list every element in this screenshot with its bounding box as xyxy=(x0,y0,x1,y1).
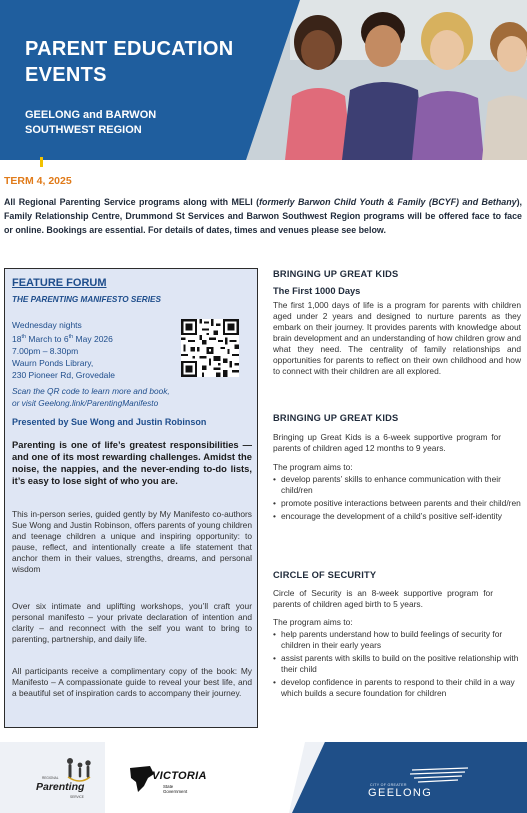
section-subheading-first-1000: The First 1000 Days xyxy=(273,286,361,296)
feature-paragraph-2: Over six intimate and uplifting workshops, you’ll craft your personal manifesto – your private declaration of intention and clarity – and reconnect with the self you want to bring to parenting, partnership, and daily life. xyxy=(12,601,252,644)
page-title xyxy=(25,36,275,88)
list-item: • promote positive interactions between parents and their child/ren xyxy=(273,498,521,509)
feature-paragraph-1: This in-person series, guided gently by My Manifesto co-authors Sue Wong and Justin Robinson, offers parents of young children and teenage children a unique and inspiring opportunity: to pause, reflect, and intentionally create a life statement that anchor them in their values, strengths, dreams, and personal wisdom xyxy=(12,509,252,574)
date-b-sup: th xyxy=(68,334,74,340)
event-venue: Waurn Ponds Library, xyxy=(12,357,94,368)
title-line-2: EVENTS xyxy=(25,64,107,86)
event-address: 230 Pioneer Rd, Grovedale xyxy=(12,369,116,380)
region-line-2: SOUTHWEST REGION xyxy=(25,124,142,136)
section-aims-bugk: The program aims to: xyxy=(273,462,353,472)
aims-list-bugk xyxy=(273,474,521,524)
feature-lead: Parenting is one of life’s greatest responsibilities — and one of its most rewarding challenges. Amidst the noise, the nappies, and the never-ending to-do lists, it’s easy to lose sight of who you are. xyxy=(12,439,252,486)
section-heading-bugk: BRINGING UP GREAT KIDS xyxy=(273,413,399,423)
list-item: • develop confidence in parents to respond to their child in a way which builds a secure foundation for children xyxy=(273,677,521,699)
header-banner xyxy=(0,0,527,160)
state-government-label xyxy=(163,784,187,794)
event-dates xyxy=(12,331,172,345)
family-figures-icon xyxy=(30,755,100,800)
government-line: Government xyxy=(163,789,188,794)
section-body-first-1000: The first 1,000 days of life is a program for parents with children aged under 2 years and designed to nurture parents as they embark on their journey. It provides parents with knowledge about brain development and an understanding of how children grow and what they need. The centrality of family relationships and opportunities for parents to reflect on their own childhood and how to connect with their children are all explored. xyxy=(273,300,521,376)
section-body-bugk: Bringing up Great Kids is a 6-week supportive program for parents of children aged 12 months to 9 years. xyxy=(273,432,501,453)
list-item: • encourage the development of a child’s positive self-identity xyxy=(273,511,521,522)
geelong-wordmark: GEELONG xyxy=(368,787,433,799)
date-b: March to 6 xyxy=(26,333,69,344)
date-a-sup: th xyxy=(21,334,27,340)
city-of-greater-label: CITY OF GREATER xyxy=(370,783,407,787)
intro-part-3: ), Family Relationship Centre, Drummond St Services and Barwon Southwest Region programs will be offered face to face or online. Bookings are essential. For details of dates, times and venues please see below. xyxy=(4,197,522,235)
presenters: Presented by Sue Wong and Justin Robinson xyxy=(12,417,207,427)
state-line: State xyxy=(163,784,174,789)
qr-code[interactable] xyxy=(181,319,239,377)
date-c: May 2026 xyxy=(73,333,113,344)
section-heading-cos: CIRCLE OF SECURITY xyxy=(273,570,377,580)
rp-parenting-label: Parenting xyxy=(36,781,85,793)
title-line-1: PARENT EDUCATION xyxy=(25,38,234,60)
feature-forum-box xyxy=(4,268,258,728)
region-line-1: GEELONG and BARWON xyxy=(25,109,157,121)
list-item: • assist parents with skills to build on the positive relationship with their child xyxy=(273,653,521,675)
event-details xyxy=(12,319,172,381)
list-item: • help parents understand how to build feelings of security for children in their early years xyxy=(273,629,521,651)
feature-paragraph-3: All participants receive a complimentary copy of the book: My Manifesto – A compassionate guide to reveal your best life, and a beautiful set of inspiration cards to accompany their journey. xyxy=(12,666,252,698)
section-aims-cos: The program aims to: xyxy=(273,617,353,627)
aims-list-cos xyxy=(273,629,521,701)
feature-heading: FEATURE FORUM xyxy=(12,277,107,289)
intro-part-2: formerly Barwon Child Youth & Family (BCYF) and Bethany xyxy=(259,197,517,207)
date-a: 18 xyxy=(12,333,22,344)
event-day: Wednesday nights xyxy=(12,320,82,330)
rp-service-label: SERVICE xyxy=(70,795,84,799)
geelong-waves-icon xyxy=(410,766,470,786)
scan-line-1: Scan the QR code to learn more and book, xyxy=(12,386,170,396)
feature-series: THE PARENTING MANIFESTO SERIES xyxy=(12,295,161,304)
intro-part-1: All Regional Parenting Service programs along with MELI ( xyxy=(4,197,260,207)
scan-link[interactable]: or visit Geelong.link/ParentingManifesto xyxy=(12,398,159,408)
victoria-wordmark: VICTORIA xyxy=(152,770,207,782)
section-heading-bugk-1000: BRINGING UP GREAT KIDS xyxy=(273,269,399,279)
section-body-cos: Circle of Security is an 8-week supportive program for parents of children aged birth to 5 years. xyxy=(273,588,493,609)
term-label: TERM 4, 2025 xyxy=(4,175,72,187)
intro-paragraph xyxy=(4,195,522,237)
accent-tick xyxy=(40,157,43,167)
region-subtitle xyxy=(25,108,255,138)
event-time: 7.00pm – 8.30pm xyxy=(12,345,79,356)
rp-regional-label: REGIONAL xyxy=(42,776,59,780)
scan-instructions xyxy=(12,385,252,409)
list-item: • develop parents’ skills to enhance communication with their child/ren xyxy=(273,474,521,496)
